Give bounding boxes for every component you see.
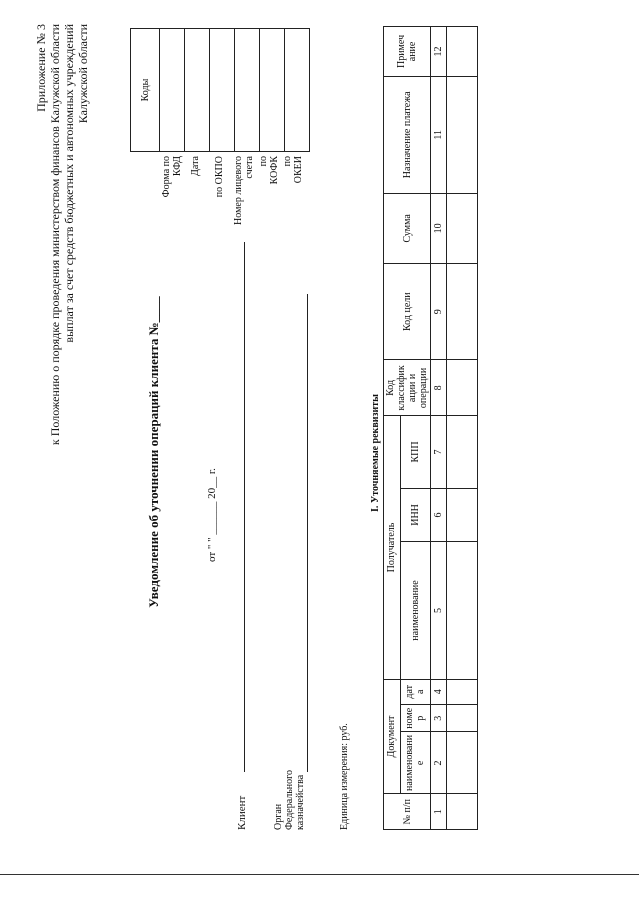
header-recipient: Получатель [384, 416, 401, 679]
code-label-okpo: по ОКПО [214, 156, 225, 198]
client-label: Клиент [236, 795, 248, 830]
form-date: от " " ______ 20__ г. [206, 468, 218, 562]
column-number: 4 [431, 679, 447, 704]
code-label-kofk: по КОФК [258, 156, 280, 185]
header-purpose: Назначение платежа [384, 76, 431, 193]
treasury-field-line [307, 294, 308, 772]
code-label-date: Дата [190, 156, 201, 176]
column-number: 10 [431, 193, 447, 263]
table-cell [447, 416, 478, 488]
header-doc-number: номе р [400, 705, 430, 732]
form-title: Уведомление об уточнении операций клиента №____ [146, 296, 161, 608]
header-document: Документ [384, 679, 401, 794]
table-cell [447, 679, 478, 704]
table-cell [447, 794, 478, 830]
unit-of-measure: Единица измерения: руб. [339, 723, 350, 830]
column-number: 7 [431, 416, 447, 488]
code-label-account: Номер лицевого счета [233, 156, 255, 225]
section-title: I. Уточняемые реквизиты [370, 394, 381, 512]
appendix-number: Приложение № 3 [34, 24, 48, 112]
header-operation-code: Код классифик ации и операции [384, 360, 431, 416]
table-cell [447, 360, 478, 416]
column-number: 6 [431, 488, 447, 542]
codes-table [130, 28, 310, 152]
column-number: 8 [431, 360, 447, 416]
code-cell [185, 29, 210, 152]
details-table [383, 26, 478, 830]
column-number: 1 [431, 794, 447, 830]
column-number: 12 [431, 27, 447, 77]
header-kpp: КПП [400, 416, 430, 488]
header-row-number: № п/п [384, 794, 431, 830]
codes-header: Коды [131, 29, 160, 152]
table-cell [447, 705, 478, 732]
code-cell [210, 29, 235, 152]
table-cell [447, 263, 478, 360]
column-number: 9 [431, 263, 447, 360]
header-note: Примеч ание [384, 27, 431, 77]
appendix-region: Калужской области [76, 24, 90, 124]
code-label-kfd: Форма по КФД [161, 156, 183, 198]
code-cell [160, 29, 185, 152]
code-cell [260, 29, 285, 152]
table-cell [447, 27, 478, 77]
code-label-okei: по ОКЕИ [282, 156, 304, 184]
header-sum: Сумма [384, 193, 431, 263]
rotated-form [30, 12, 530, 842]
appendix-header [34, 24, 90, 445]
table-cell [447, 193, 478, 263]
table-row [447, 27, 478, 830]
table-cell [447, 732, 478, 794]
appendix-scope: выплат за счет средств бюджетных и автономных учреждений [62, 24, 76, 343]
header-doc-date: дат а [400, 679, 430, 704]
table-cell [447, 542, 478, 679]
header-doc-name: наименовани е [400, 732, 430, 794]
table-cell [447, 488, 478, 542]
client-field-line [244, 242, 245, 772]
column-number: 5 [431, 542, 447, 679]
code-cell [285, 29, 310, 152]
table-cell [447, 76, 478, 193]
header-goal-code: Код цели [384, 263, 431, 360]
code-cell [235, 29, 260, 152]
column-number: 2 [431, 732, 447, 794]
treasury-label: Орган Федерального казначейства [273, 769, 306, 830]
column-number: 3 [431, 705, 447, 732]
appendix-regulation: к Положению о порядке проведения министерством финансов Калужской области [48, 24, 62, 446]
header-inn: ИНН [400, 488, 430, 542]
header-recipient-name: наименование [400, 542, 430, 679]
column-number: 11 [431, 76, 447, 193]
page-bottom-rule [0, 874, 639, 875]
